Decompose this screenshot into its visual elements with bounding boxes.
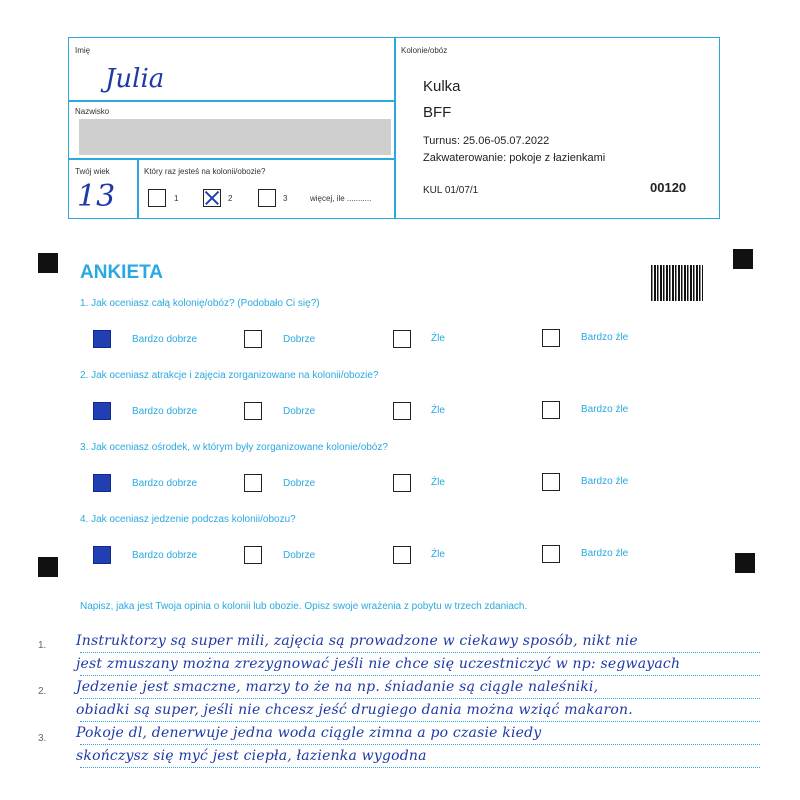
times-checkbox-3[interactable]: [258, 189, 276, 207]
question-3: 3. Jak oceniasz ośrodek, w którym były zorganizowane kolonie/obóz?: [80, 442, 388, 453]
camp-label: Kolonie/obóz: [401, 46, 448, 55]
opinion-line-3: Jedzenie jest smaczne, marzy to że na np. śniadanie są ciągle naleśniki,: [76, 679, 599, 695]
q2-label-good: Dobrze: [283, 406, 316, 417]
q3-label-very-bad: Bardzo źle: [581, 476, 629, 487]
question-1: 1. Jak oceniasz całą kolonię/obóz? (Podobało Ci się?): [80, 298, 320, 309]
registration-marker-bottom-left: [38, 557, 58, 577]
registration-marker-bottom-right: [735, 553, 755, 573]
opinion-line-2: jest zmuszany można zrezygnować jeśli nie chce się uczestniczyć w np: segwayach: [76, 656, 681, 672]
times-label: Który raz jesteś na kolonii/obozie?: [144, 167, 266, 176]
opinion-line-5: Pokoje dl, denerwuje jedna woda ciągle zimna a po czasie kiedy: [76, 725, 542, 741]
accommodation-text: Zakwaterowanie: pokoje z łazienkami: [423, 152, 606, 164]
surname-box: [68, 100, 396, 160]
surname-label: Nazwisko: [75, 107, 110, 116]
q4-checkbox-very-good[interactable]: [93, 546, 111, 564]
age-label: Twój wiek: [75, 167, 110, 176]
writing-line: [80, 744, 760, 745]
age-box: [68, 158, 139, 219]
camp-code: KUL 01/07/1: [423, 185, 479, 196]
q2-label-bad: Źle: [431, 405, 445, 416]
q2-checkbox-very-bad[interactable]: [542, 401, 560, 419]
q3-checkbox-good[interactable]: [244, 474, 262, 492]
q3-label-bad: Źle: [431, 477, 445, 488]
q4-label-bad: Źle: [431, 549, 445, 560]
q1-label-very-bad: Bardzo źle: [581, 332, 629, 343]
times-option-1-label: 1: [174, 194, 179, 203]
writing-line: [80, 675, 760, 676]
question-2: 2. Jak oceniasz atrakcje i zajęcia zorganizowane na kolonii/obozie?: [80, 370, 379, 381]
q3-checkbox-very-bad[interactable]: [542, 473, 560, 491]
q2-checkbox-good[interactable]: [244, 402, 262, 420]
opinion-number-3: 3.: [38, 733, 47, 744]
form-number: 00120: [650, 180, 687, 195]
q3-checkbox-very-good[interactable]: [93, 474, 111, 492]
opinion-line-4: obiadki są super, jeśli nie chcesz jeść drugiego dania można wziąć makaron.: [76, 702, 633, 718]
name-label: Imię: [75, 46, 91, 55]
q4-label-good: Dobrze: [283, 550, 316, 561]
camp-sub: BFF: [423, 104, 452, 121]
q2-label-very-bad: Bardzo źle: [581, 404, 629, 415]
turnus-text: Turnus: 25.06-05.07.2022: [423, 135, 550, 147]
q4-checkbox-bad[interactable]: [393, 546, 411, 564]
q2-checkbox-bad[interactable]: [393, 402, 411, 420]
times-option-3-label: 3: [283, 194, 288, 203]
writing-line: [80, 767, 760, 768]
q3-label-very-good: Bardzo dobrze: [132, 478, 198, 489]
times-checkbox-2[interactable]: [203, 189, 221, 207]
age-value: 13: [77, 179, 116, 214]
q1-label-bad: Źle: [431, 333, 445, 344]
registration-marker-top-left: [38, 253, 58, 273]
camp-name: Kulka: [423, 78, 461, 95]
q1-checkbox-bad[interactable]: [393, 330, 411, 348]
q1-checkbox-very-good[interactable]: [93, 330, 111, 348]
q1-label-very-good: Bardzo dobrze: [132, 334, 198, 345]
times-box: [137, 158, 396, 219]
q1-checkbox-good[interactable]: [244, 330, 262, 348]
opinion-number-2: 2.: [38, 686, 47, 697]
writing-line: [80, 698, 760, 699]
writing-line: [80, 652, 760, 653]
name-value: Julia: [105, 64, 165, 94]
survey-title: ANKIETA: [80, 262, 164, 283]
opinion-number-1: 1.: [38, 640, 47, 651]
q4-label-very-bad: Bardzo źle: [581, 548, 629, 559]
q2-label-very-good: Bardzo dobrze: [132, 406, 198, 417]
question-4: 4. Jak oceniasz jedzenie podczas kolonii/obozu?: [80, 514, 296, 525]
opinion-prompt: Napisz, jaka jest Twoja opinia o kolonii lub obozie. Opisz swoje wrażenia z pobytu w trzech zdaniach.: [80, 601, 528, 612]
camp-box: [394, 37, 720, 219]
redaction-block: [79, 119, 391, 155]
q4-checkbox-good[interactable]: [244, 546, 262, 564]
q3-label-good: Dobrze: [283, 478, 316, 489]
q2-checkbox-very-good[interactable]: [93, 402, 111, 420]
times-option-2-label: 2: [228, 194, 233, 203]
times-checkbox-1[interactable]: [148, 189, 166, 207]
writing-line: [80, 721, 760, 722]
q3-checkbox-bad[interactable]: [393, 474, 411, 492]
opinion-line-1: Instruktorzy są super mili, zajęcia są prowadzone w ciekawy sposób, nikt nie: [76, 633, 638, 649]
q4-label-very-good: Bardzo dobrze: [132, 550, 198, 561]
q1-label-good: Dobrze: [283, 334, 316, 345]
name-box: [68, 37, 396, 102]
opinion-line-6: skończysz się myć jest ciepła, łazienka wygodna: [76, 748, 427, 764]
q1-checkbox-very-bad[interactable]: [542, 329, 560, 347]
registration-marker-top-right: [733, 249, 753, 269]
barcode: [651, 265, 703, 301]
times-more-label: więcej, ile ...........: [310, 194, 372, 203]
q4-checkbox-very-bad[interactable]: [542, 545, 560, 563]
